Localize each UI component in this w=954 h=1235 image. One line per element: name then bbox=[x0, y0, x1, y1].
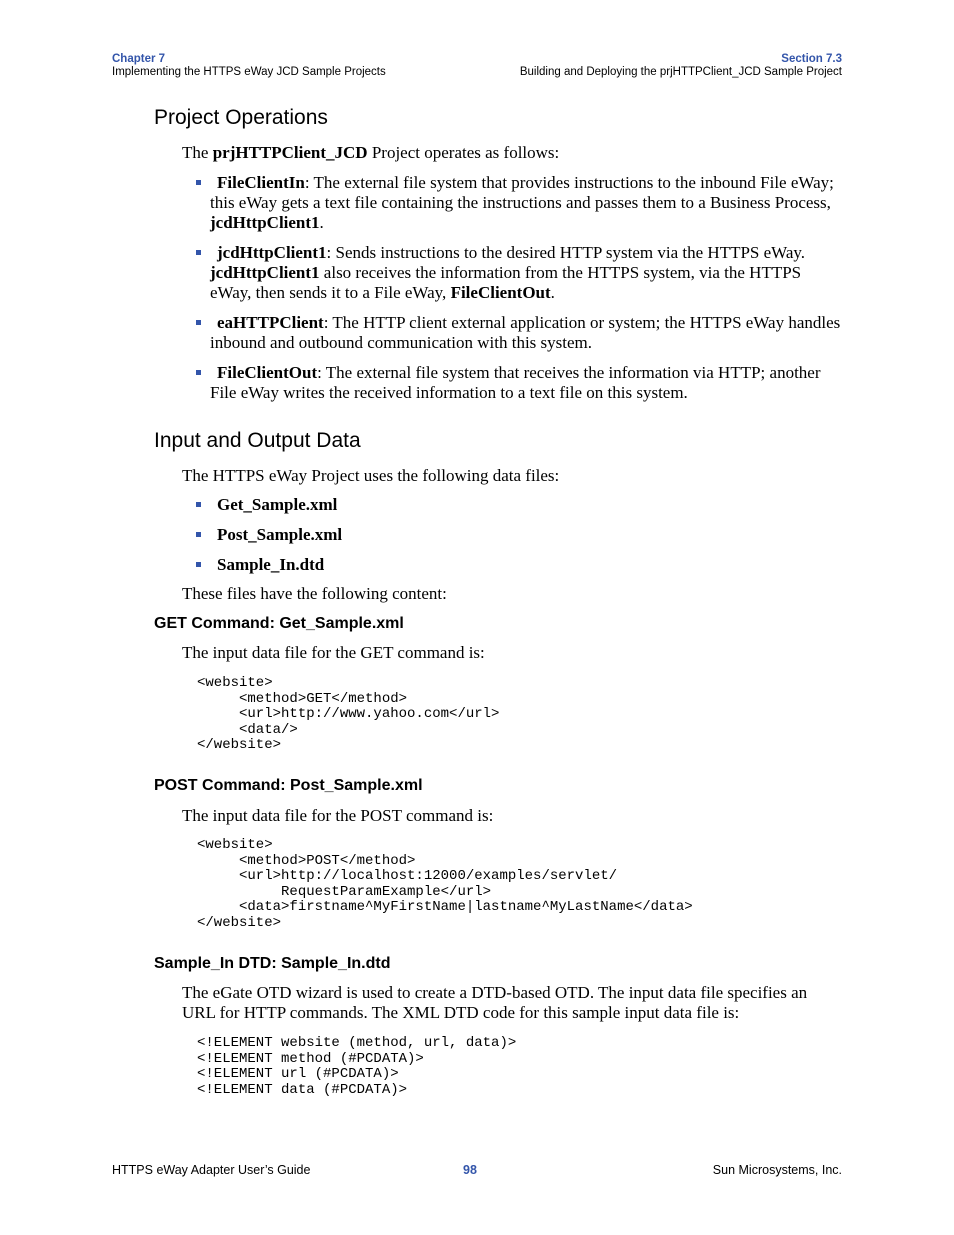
page-number: 98 bbox=[463, 1163, 477, 1177]
heading-get-command: GET Command: Get_Sample.xml bbox=[154, 615, 404, 632]
item-text: : The external file system that provides instructions to the inbound File eWay; this eWay gets a text file containing the instructions and passes them to a Business Process, bbox=[210, 173, 834, 212]
intro-project-name: prjHTTPClient_JCD bbox=[212, 143, 368, 162]
project-operations-intro bbox=[182, 143, 842, 163]
bullet-icon bbox=[196, 370, 201, 375]
section-title: Building and Deploying the prjHTTPClient_JCD Sample Project bbox=[519, 66, 842, 78]
intro-text-end: Project operates as follows: bbox=[367, 143, 560, 162]
section-label: Section 7.3 bbox=[781, 53, 842, 65]
footer-guide-title: HTTPS eWay Adapter User’s Guide bbox=[112, 1163, 311, 1177]
content-intro: These files have the following content: bbox=[182, 584, 447, 603]
post-sample-code: <website> <method>POST</method> <url>http://localhost:12000/examples/servlet/ RequestParamExample</url> <data>firstname^MyFirstName|lastname^MyLastName</data> </website> bbox=[197, 837, 693, 931]
file-name: Get_Sample.xml bbox=[217, 495, 338, 514]
running-header-left bbox=[112, 53, 386, 79]
bullet-icon bbox=[196, 502, 201, 507]
item-text: : The external file system that receives the information via HTTP; another File eWay writes the received information to a text file on this system. bbox=[210, 363, 821, 402]
item-tail: . bbox=[319, 213, 324, 232]
item-text: : Sends instructions to the desired HTTP system via the HTTPS eWay. bbox=[326, 243, 806, 262]
get-command-intro: The input data file for the GET command is: bbox=[182, 643, 485, 662]
list-item bbox=[196, 173, 842, 233]
bullet-icon bbox=[196, 180, 201, 185]
footer-company: Sun Microsystems, Inc. bbox=[712, 1163, 842, 1177]
item-term: jcdHttpClient1 bbox=[217, 243, 327, 262]
bullet-icon bbox=[196, 532, 201, 537]
list-item bbox=[196, 525, 842, 545]
list-item bbox=[196, 363, 842, 403]
input-output-intro: The HTTPS eWay Project uses the following data files: bbox=[182, 466, 560, 485]
heading-input-output-data: Input and Output Data bbox=[154, 429, 361, 452]
bullet-icon bbox=[196, 250, 201, 255]
dtd-intro: The eGate OTD wizard is used to create a DTD-based OTD. The input data file specifies an URL for HTTP commands. The XML DTD code for this sample input data file is: bbox=[182, 983, 808, 1022]
item-text-2: also receives the information from the HTTPS system, via the HTTPS eWay, then sends it to a File eWay, bbox=[210, 263, 802, 302]
bullet-icon bbox=[196, 320, 201, 325]
running-header-right bbox=[520, 53, 842, 79]
intro-text: The bbox=[182, 143, 213, 162]
bullet-icon bbox=[196, 562, 201, 567]
item-tail: . bbox=[550, 283, 555, 302]
list-item bbox=[196, 555, 842, 575]
list-item bbox=[196, 313, 842, 353]
chapter-title: Implementing the HTTPS eWay JCD Sample Projects bbox=[112, 66, 386, 78]
get-sample-code: <website> <method>GET</method> <url>http://www.yahoo.com</url> <data/> </website> bbox=[197, 675, 500, 753]
item-ref: jcdHttpClient1 bbox=[210, 213, 320, 232]
list-item bbox=[196, 495, 842, 515]
post-command-intro: The input data file for the POST command is: bbox=[182, 806, 494, 825]
dtd-code: <!ELEMENT website (method, url, data)> <!ELEMENT method (#PCDATA)> <!ELEMENT url (#PCDATA)> <!ELEMENT data (#PCDATA)> bbox=[197, 1035, 517, 1098]
file-name: Post_Sample.xml bbox=[217, 525, 343, 544]
item-term: eaHTTPClient bbox=[217, 313, 324, 332]
list-item bbox=[196, 243, 842, 303]
item-term: FileClientOut bbox=[217, 363, 318, 382]
heading-project-operations: Project Operations bbox=[154, 106, 328, 129]
heading-dtd: Sample_In DTD: Sample_In.dtd bbox=[154, 955, 391, 972]
file-name: Sample_In.dtd bbox=[217, 555, 325, 574]
heading-post-command: POST Command: Post_Sample.xml bbox=[154, 777, 423, 794]
item-text: : The HTTP client external application or system; the HTTPS eWay handles inbound and outbound communication with this system. bbox=[210, 313, 841, 352]
item-term: FileClientIn bbox=[217, 173, 305, 192]
item-ref-2: FileClientOut bbox=[450, 283, 551, 302]
item-ref: jcdHttpClient1 bbox=[210, 263, 320, 282]
chapter-label: Chapter 7 bbox=[112, 53, 166, 65]
